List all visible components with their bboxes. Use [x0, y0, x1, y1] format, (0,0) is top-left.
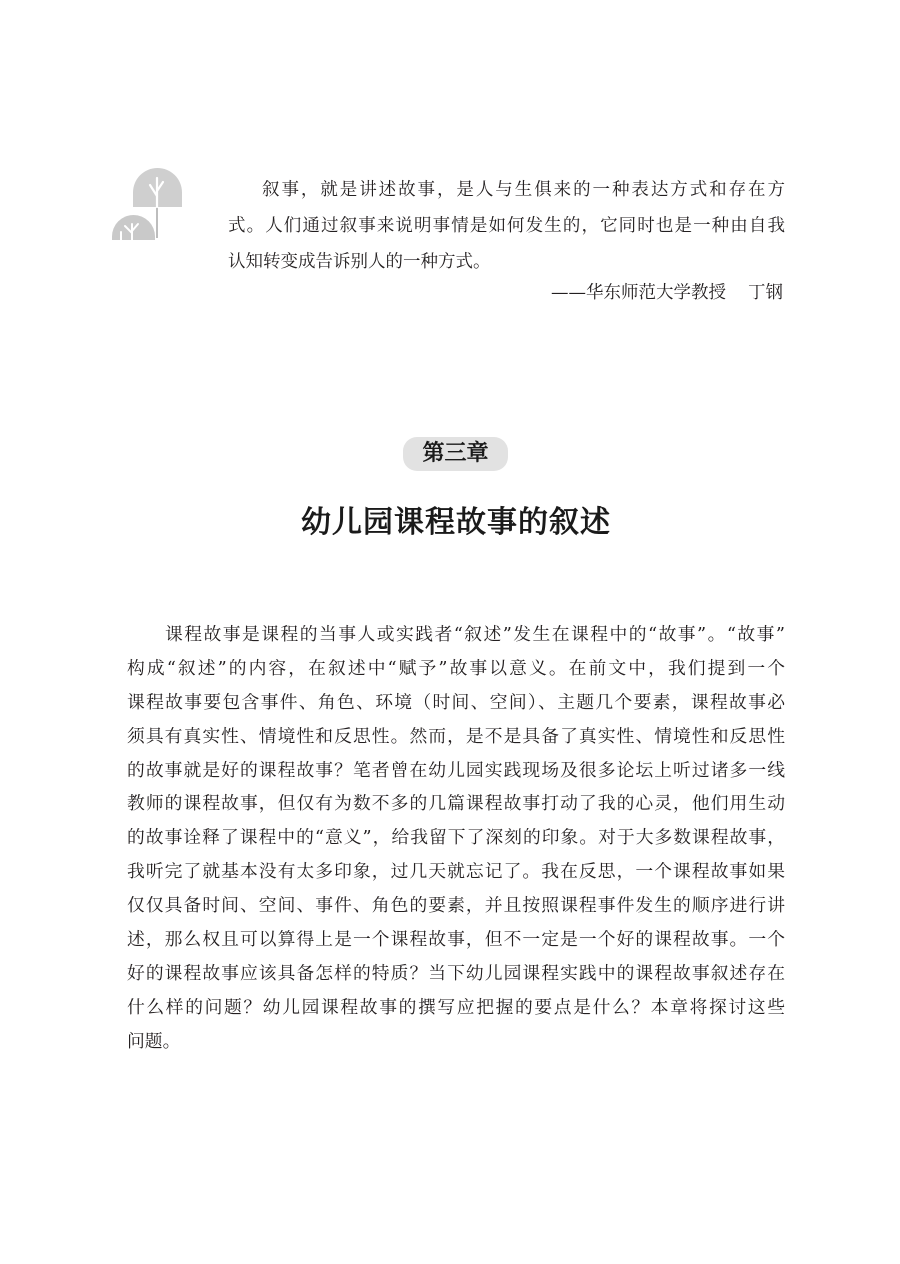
- paragraph-line: 课程故事是课程的当事人或实践者“叙述”发生在课程中的“故事”。“故事”: [165, 624, 785, 645]
- paragraph-line: 问题。: [127, 1030, 181, 1052]
- chapter-label-badge: 第三章: [403, 437, 508, 471]
- quote-attribution: [228, 279, 783, 307]
- paragraph-line: 须具有真实性、情境性和反思性。然而，是不是具备了真实性、情境性和反思性: [127, 725, 785, 747]
- attribution-name: 丁钢: [748, 283, 783, 303]
- paragraph-line: 构成“叙述”的内容，在叙述中“赋予”故事以意义。在前文中，我们提到一个: [127, 657, 785, 679]
- small-tree-dome: [112, 215, 155, 240]
- quote-line: 认知转变成告诉别人的一种方式。: [228, 252, 491, 272]
- tree-icon: [105, 160, 190, 245]
- quote-line: 叙事，就是讲述故事，是人与生俱来的一种表达方式和存在方: [262, 180, 785, 200]
- quote-line: 式。人们通过叙事来说明事情是如何发生的，它同时也是一种由自我: [228, 216, 785, 236]
- paragraph-line: 仅仅具备时间、空间、事件、角色的要素，并且按照课程事件发生的顺序进行讲: [127, 895, 785, 917]
- chapter-title: 幼儿园课程故事的叙述: [301, 505, 611, 540]
- body-paragraph: [127, 618, 785, 1059]
- paragraph-line: 什么样的问题？幼儿园课程故事的撰写应把握的要点是什么？本章将探讨这些: [127, 996, 785, 1018]
- epigraph-quote: [228, 172, 785, 280]
- paragraph-line: 课程故事要包含事件、角色、环境（时间、空间）、主题几个要素，课程故事必: [127, 691, 785, 713]
- paragraph-line: 的故事就是好的课程故事？笔者曾在幼儿园实践现场及很多论坛上听过诸多一线: [127, 759, 785, 781]
- paragraph-line: 的故事诠释了课程中的“意义”，给我留下了深刻的印象。对于大多数课程故事，: [127, 827, 785, 849]
- paragraph-line: 述，那么权且可以算得上是一个课程故事，但不一定是一个好的课程故事。一个: [127, 929, 785, 951]
- paragraph-line: 好的课程故事应该具备怎样的特质？当下幼儿园课程实践中的课程故事叙述存在: [127, 962, 785, 984]
- attribution-title: ——华东师范大学教授: [551, 283, 726, 303]
- paragraph-line: 教师的课程故事，但仅有为数不多的几篇课程故事打动了我的心灵，他们用生动: [127, 793, 785, 815]
- paragraph-line: 我听完了就基本没有太多印象，过几天就忘记了。我在反思，一个课程故事如果: [127, 861, 785, 883]
